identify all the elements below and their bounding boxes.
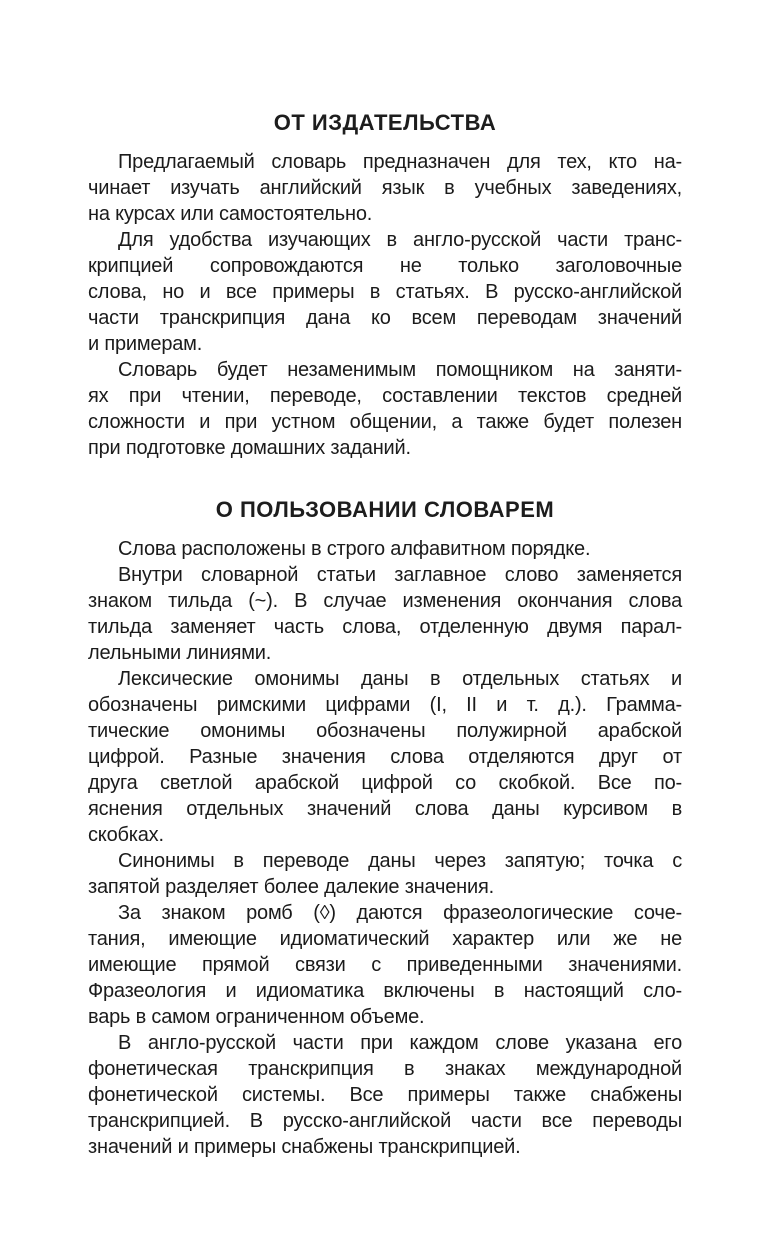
text-line: За знаком ромб (◊) даются фразеологические соче- <box>118 902 682 924</box>
text-line: Фразеология и идиоматика включены в настоящий сло- <box>88 980 682 1002</box>
text-line: и примерам. <box>88 333 203 355</box>
section-title-from-publisher: ОТ ИЗДАТЕЛЬСТВА <box>273 110 497 135</box>
paragraph <box>88 666 682 848</box>
text-line: В англо-русской части при каждом слове указана его <box>118 1032 682 1054</box>
text-line: знаком тильда (~). В случае изменения окончания слова <box>88 590 682 612</box>
section-from-publisher <box>88 110 682 461</box>
paragraph <box>88 536 682 562</box>
text-line: лельными линиями. <box>88 642 272 664</box>
text-line: друга светлой арабской цифрой со скобкой. Все по- <box>88 772 682 794</box>
section-title-dictionary-usage: О ПОЛЬЗОВАНИИ СЛОВАРЕМ <box>215 497 555 522</box>
text-line: Лексические омонимы даны в отдельных статьях и <box>118 668 682 690</box>
paragraph <box>88 149 682 227</box>
text-line: сложности и при устном общении, а также будет полезен <box>88 411 682 433</box>
paragraph <box>88 562 682 666</box>
section-body <box>88 536 682 1160</box>
text-line: транскрипцией. В русско-английской части все переводы <box>88 1110 682 1132</box>
text-line: значений и примеры снабжены транскрипцией. <box>88 1136 521 1158</box>
text-line: Предлагаемый словарь предназначен для тех, кто на- <box>118 151 682 173</box>
paragraph <box>88 227 682 357</box>
text-line: ях при чтении, переводе, составлении текстов средней <box>88 385 682 407</box>
text-line: цифрой. Разные значения слова отделяются друг от <box>88 746 682 768</box>
text-line: при подготовке домашних заданий. <box>88 437 411 459</box>
text-line: яснения отдельных значений слова даны курсивом в <box>88 798 682 820</box>
text-line: тильда заменяет часть слова, отделенную двумя парал- <box>88 616 682 638</box>
text-line: тания, имеющие идиоматический характер или же не <box>88 928 682 950</box>
paragraph <box>88 1030 682 1160</box>
section-dictionary-usage <box>88 497 682 1160</box>
text-line: имеющие прямой связи с приведенными значениями. <box>88 954 682 976</box>
text-line: крипцией сопровождаются не только заголовочные <box>88 255 682 277</box>
text-line: обозначены римскими цифрами (I, II и т. д.). Грамма- <box>88 694 682 716</box>
text-line: тические омонимы обозначены полужирной арабской <box>88 720 682 742</box>
text-line: Внутри словарной статьи заглавное слово заменяется <box>118 564 682 586</box>
text-line: части транскрипция дана ко всем переводам значений <box>88 307 682 329</box>
text-line: Слова расположены в строго алфавитном порядке. <box>118 538 591 560</box>
text-line: Для удобства изучающих в англо-русской части транс- <box>118 229 682 251</box>
text-line: чинает изучать английский язык в учебных заведениях, <box>88 177 682 199</box>
text-line: скобках. <box>88 824 164 846</box>
paragraph <box>88 848 682 900</box>
text-line: варь в самом ограниченном объеме. <box>88 1006 425 1028</box>
text-line: на курсах или самостоятельно. <box>88 203 373 225</box>
paragraph <box>88 357 682 461</box>
text-line: фонетическая транскрипция в знаках международной <box>88 1058 682 1080</box>
paragraph <box>88 900 682 1030</box>
text-line: Словарь будет незаменимым помощником на заняти- <box>118 359 682 381</box>
text-line: фонетической системы. Все примеры также снабжены <box>88 1084 682 1106</box>
section-body <box>88 149 682 461</box>
text-line: запятой разделяет более далекие значения. <box>88 876 494 898</box>
text-line: Синонимы в переводе даны через запятую; точка с <box>118 850 682 872</box>
text-line: слова, но и все примеры в статьях. В русско-английской <box>88 281 682 303</box>
